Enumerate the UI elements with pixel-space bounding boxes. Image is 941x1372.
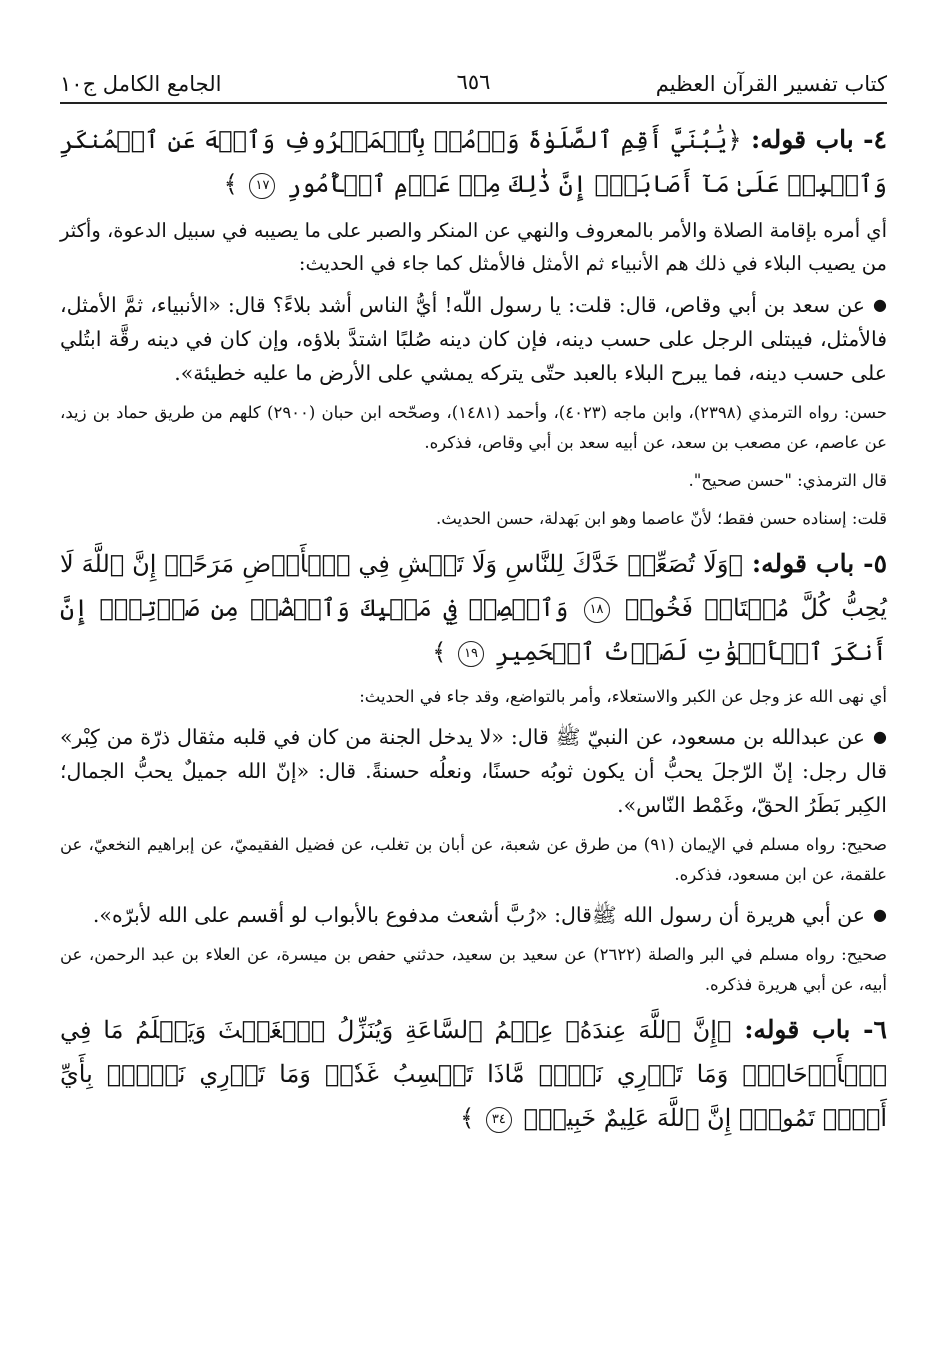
section-5-verse-part2: وَٱقۡصِدۡ فِي مَشۡيِكَ وَٱغۡضُضۡ مِن صَوۡتِكَۚ إِنَّ أَنكَرَ ٱلۡأَصۡوَٰتِ لَصَوۡتُ ٱلۡحَمِيرِ (60, 594, 887, 666)
section-5-heading (60, 542, 887, 674)
volume-label: الجامع الكامل ج١٠ (60, 72, 222, 96)
page-content (60, 118, 887, 1148)
section-6-label: ٦- باب قوله: (744, 1015, 887, 1044)
section-5-verse-part1: ﴿وَلَا تُصَعِّرۡ خَدَّكَ لِلنَّاسِ وَلَا تَمۡشِ فِي ٱلۡأَرۡضِ مَرَحًاۖ إِنَّ ٱللَّهَ لَا يُحِبُّ كُلَّ مُخۡتَالٖ فَخُورٖ (60, 550, 887, 622)
section-4-hadith (60, 288, 887, 390)
ayah-number-marker: ١٩ (458, 641, 484, 667)
hadith-text: عن أبي هريرة أن رسول الله ﷺقال: «رُبَّ أشعث مدفوع بالأبواب لو أقسم على الله لأبرّه». (92, 903, 866, 927)
section-4-author-note: قلت: إسناده حسن فقط؛ لأنّ عاصما وهو ابن بَهدلة، حسن الحديث. (436, 509, 887, 528)
bullet-dot-icon: ● (873, 905, 887, 924)
ayah-number-marker: ٣٤ (486, 1107, 512, 1133)
verse-close-bracket: ﴾ (460, 1104, 475, 1132)
book-title: كتاب تفسير القرآن العظيم (655, 72, 887, 96)
section-4-tirmidhi-grade: قال الترمذي: "حسن صحيح". (688, 471, 887, 490)
ayah-number-marker: ١٧ (249, 173, 275, 199)
section-4-verse: ﴿يَٰبُنَيَّ أَقِمِ ٱلصَّلَوٰةَ وَأۡمُرۡ بِٱلۡمَعۡرُوفِ وَٱنۡهَ عَنِ ٱلۡمُنكَرِ وَٱصۡبِرۡ عَلَىٰ مَآ أَصَابَكَۖ إِنَّ ذَٰلِكَ مِنۡ عَزۡمِ ٱلۡأُمُورِ (60, 126, 887, 198)
ayah-number-marker: ١٨ (584, 597, 610, 623)
section-4-commentary: أي أمره بإقامة الصلاة والأمر بالمعروف والنهي عن المنكر والصبر على ما يصيبه في سبيل الدعوة، وأكثر من يصيب البلاء في ذلك هم الأنبياء ثم الأمثل فالأمثل كما جاء في الحديث: (60, 219, 887, 275)
section-5-commentary: أي نهى الله عز وجل عن الكبر والاستعلاء، وأمر بالتواضع، وقد جاء في الحديث: (359, 687, 887, 706)
section-5-takhrij-1: صحيح: رواه مسلم في الإيمان (٩١) من طرق عن شعبة، عن أبان بن تغلب، عن فضيل الفقيميّ، عن إبراهيم النخعيّ، عن علقمة، عن ابن مسعود، فذكره. (60, 835, 887, 884)
verse-close-bracket: ﴾ (432, 638, 447, 666)
section-4-label: ٤- باب قوله: (751, 125, 887, 154)
section-4-heading (60, 118, 887, 206)
section-5-hadith-1 (60, 720, 887, 822)
verse-close-bracket: ﴾ (223, 170, 238, 198)
hadith-text: عن سعد بن أبي وقاص، قال: قلت: يا رسول اللّه! أيُّ الناس أشد بلاءً؟ قال: «الأنبياء، ثمَّ الأمثل، فالأمثل، فيبتلى الرجل على حسب دينه، فإن كان دينه صُلبًا اشتدَّ بلاؤه، وإن كان في دينه رقَّة ابتُلي على حسب دينه، فما يبرح البلاء بالعبد حتّى يتركه يمشي على الأرض ما عليه خطيئة». (60, 293, 887, 385)
section-4-takhrij: حسن: رواه الترمذي (٢٣٩٨)، وابن ماجه (٤٠٢٣)، وأحمد (١٤٨١)، وصحّحه ابن حبان (٢٩٠٠) كلهم من طريق حماد بن زيد، عن عاصم، عن مصعب بن سعد، عن أبيه سعد بن أبي وقاص، فذكره. (60, 403, 887, 452)
section-5-takhrij-2: صحيح: رواه مسلم في البر والصلة (٢٦٢٢) عن سعيد بن سعيد، حدثني حفص بن ميسرة، عن العلاء بن عبد الرحمن، عن أبيه، عن أبي هريرة فذكره. (60, 945, 887, 994)
page-header (60, 56, 887, 96)
header-rule (60, 102, 887, 104)
page-number: ٦٥٦ (456, 70, 491, 94)
hadith-text: عن عبدالله بن مسعود، عن النبيّ ﷺ قال: «لا يدخل الجنة من كان في قلبه مثقال ذرّة من كِبْر» قال رجل: إنّ الرّجلَ يحبُّ أن يكون ثوبُه حسنًا، ونعلُه حسنةً. قال: «إنّ الله جميلٌ يحبُّ الجمال؛ الكِبر بَطَرُ الحقّ، وغَمْط النّاس». (60, 725, 887, 817)
section-5-label: ٥- باب قوله: (751, 549, 887, 578)
section-5-hadith-2 (60, 898, 887, 932)
section-6-verse: ﴿إِنَّ ٱللَّهَ عِندَهُۥ عِلۡمُ ٱلسَّاعَةِ وَيُنَزِّلُ ٱلۡغَيۡثَ وَيَعۡلَمُ مَا فِي ٱلۡأَرۡحَامِۖ وَمَا تَدۡرِي نَفۡسٞ مَّاذَا تَكۡسِبُ غَدٗاۖ وَمَا تَدۡرِي نَفۡسُۢ بِأَيِّ أَرۡضٖ تَمُوتُۚ إِنَّ ٱللَّهَ عَلِيمٌ خَبِيرُۢ (60, 1016, 887, 1132)
bullet-dot-icon: ● (873, 727, 887, 746)
bullet-dot-icon: ● (873, 295, 887, 314)
section-6-heading (60, 1008, 887, 1140)
